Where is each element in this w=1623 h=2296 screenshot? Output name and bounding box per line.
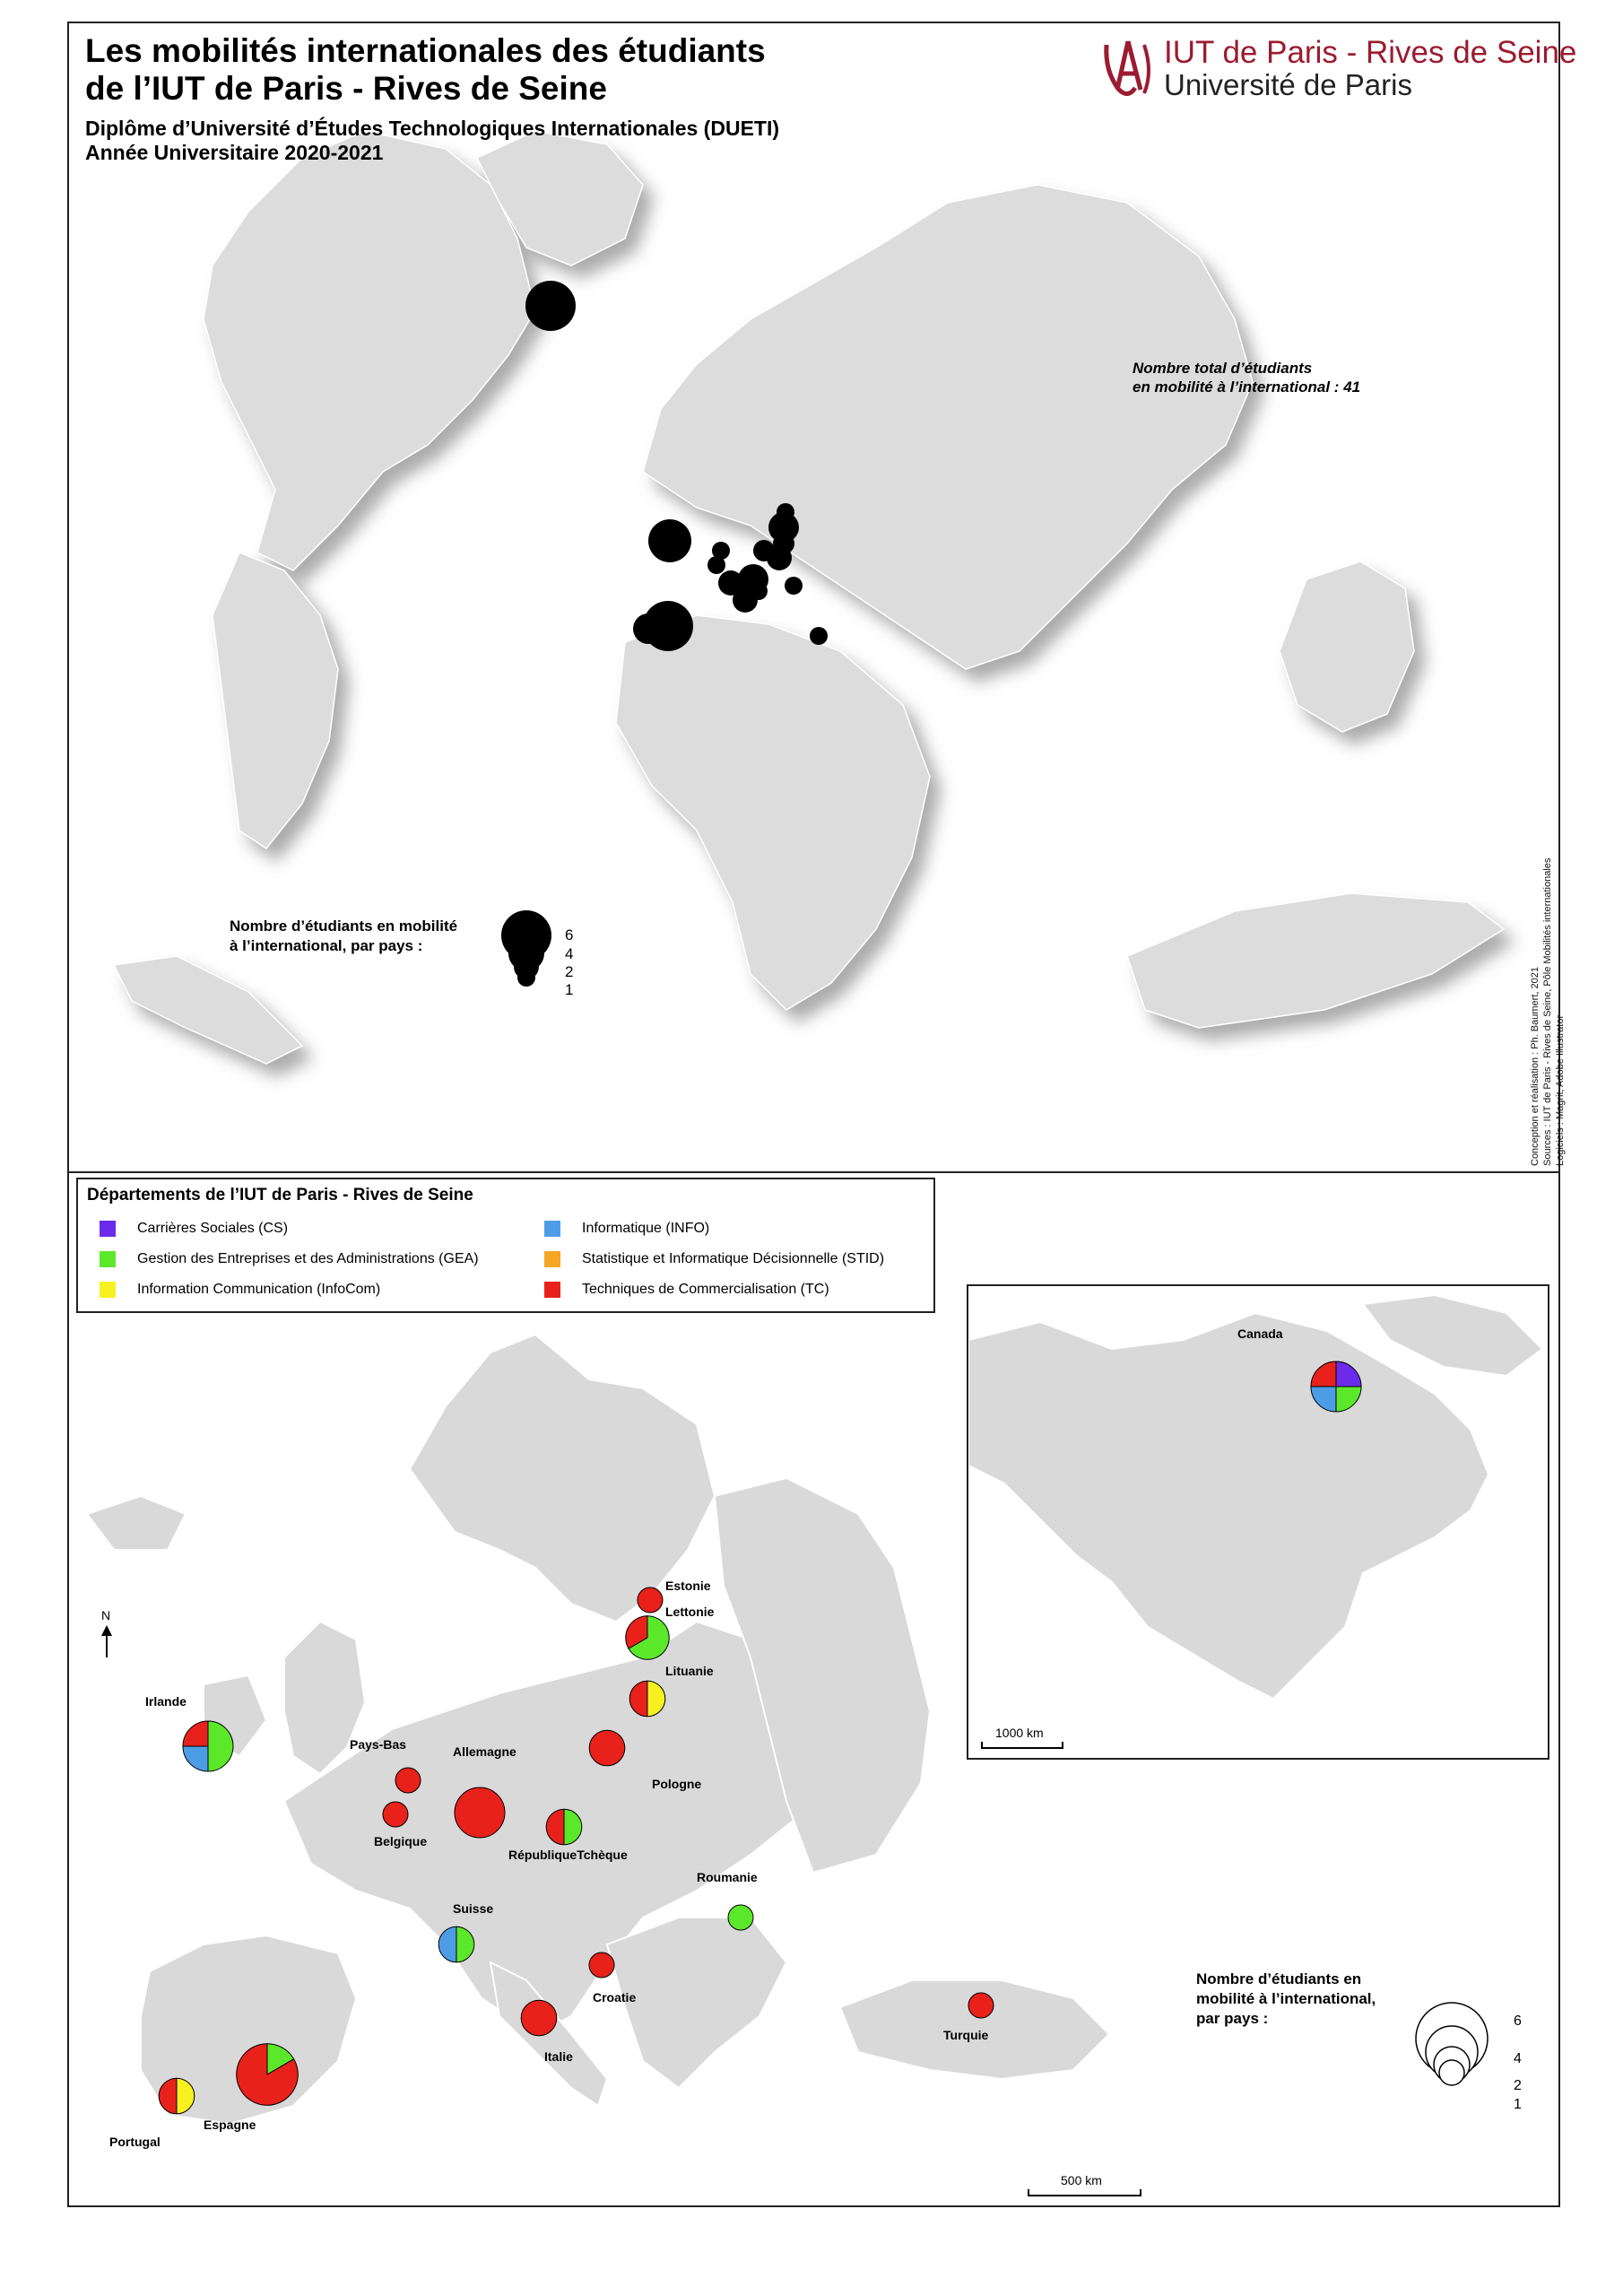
symbol-baltic-ee — [777, 503, 794, 521]
europe-legend-value-6: 6 — [1514, 2013, 1522, 2029]
page-year: Année Universitaire 2020-2021 — [85, 141, 384, 164]
symbol-romania — [785, 577, 803, 595]
world-map-panel — [67, 22, 1560, 1178]
country-label-pays-bas: Pays-Bas — [350, 1737, 407, 1752]
dept-item-infocom — [100, 1282, 380, 1298]
country-label-lituanie: Lituanie — [665, 1664, 714, 1678]
europe-landmass — [87, 1335, 1109, 2124]
page-title-line2: de l’IUT de Paris - Rives de Seine — [85, 70, 607, 107]
logo-university-name: Université de Paris — [1164, 68, 1412, 101]
world-size-legend — [501, 910, 551, 987]
europe-scale-label: 500 km — [1061, 2173, 1102, 2187]
credits-line1: Conception et réalisation : Ph. Baumert, 2021 — [1530, 967, 1541, 1166]
iut-emblem-icon — [1101, 36, 1155, 100]
country-label-italie: Italie — [544, 2049, 573, 2064]
dept-item-gea — [100, 1251, 479, 1267]
dept-label-infocom: Information Communication (InfoCom) — [137, 1282, 381, 1297]
dept-item-tc — [544, 1282, 829, 1298]
country-label-pologne: Pologne — [652, 1777, 702, 1791]
europe-size-legend — [1416, 2003, 1488, 2085]
country-label-republiquetcheque: RépubliqueTchèque — [508, 1848, 628, 1862]
dept-label-info: Informatique (INFO) — [582, 1221, 710, 1236]
symbol-turkey — [810, 627, 828, 645]
europe-legend-value-4: 4 — [1514, 2051, 1522, 2066]
pie-slice-pologne-tc — [589, 1730, 625, 1766]
world-map — [69, 23, 1562, 1180]
world-legend-value-4: 4 — [565, 945, 574, 962]
swatch-gea — [100, 1251, 116, 1267]
departments-title: Départements de l’IUT de Paris - Rives de Seine — [87, 1186, 473, 1205]
dept-label-stid: Statistique et Informatique Décisionnelle (STID) — [582, 1251, 885, 1266]
country-label-roumanie: Roumanie — [697, 1870, 758, 1884]
country-label-portugal: Portugal — [109, 2135, 161, 2149]
inset-landmass — [968, 1295, 1542, 1699]
europe-legend-value-2: 2 — [1514, 2078, 1522, 2093]
country-label-lettonie: Lettonie — [665, 1605, 715, 1619]
symbol-portugal — [633, 613, 664, 644]
logo-iut-name: IUT de Paris - Rives de Seine — [1164, 35, 1577, 70]
swatch-cs — [100, 1221, 116, 1237]
symbol-ireland — [648, 519, 691, 562]
country-label-belgique: Belgique — [374, 1834, 428, 1848]
north-label: N — [101, 1608, 111, 1622]
dept-item-cs — [100, 1221, 288, 1237]
dept-item-info — [544, 1221, 709, 1237]
pie-slice-turquie-tc — [968, 1993, 994, 2018]
pie-slice-roumanie-gea — [728, 1905, 753, 1930]
north-arrow — [101, 1625, 112, 1657]
inset-scale-bar — [982, 1742, 1063, 1748]
dept-label-tc: Techniques de Commercialisation (TC) — [582, 1282, 829, 1297]
country-label-canada: Canada — [1237, 1326, 1283, 1341]
country-label-turquie: Turquie — [943, 2028, 989, 2042]
pie-slice-irlande-info — [183, 1746, 208, 1771]
country-label-suisse: Suisse — [453, 1901, 494, 1916]
country-label-allemagne: Allemagne — [453, 1744, 516, 1759]
world-legend-line2: à l’international, par pays : — [230, 937, 423, 954]
symbol-croatie — [750, 582, 768, 600]
europe-legend-line3: par pays : — [1196, 2010, 1269, 2027]
world-legend-value-2: 2 — [565, 963, 574, 980]
symbol-canada — [525, 281, 576, 331]
map-credits — [1529, 858, 1567, 1166]
country-label-estonie: Estonie — [665, 1578, 711, 1593]
inset-map — [968, 1286, 1549, 1760]
pie-slice-croatie-tc — [589, 1952, 614, 1978]
country-label-croatie: Croatie — [593, 1990, 637, 2005]
pie-slice-pays-bas-tc — [395, 1768, 421, 1793]
country-label-espagne: Espagne — [204, 2118, 256, 2132]
dept-label-gea: Gestion des Entreprises et des Administrations (GEA) — [137, 1251, 479, 1266]
world-legend-value-1: 1 — [565, 981, 574, 998]
europe-legend-line1: Nombre d’étudiants en — [1196, 1970, 1362, 1987]
pie-slice-estonie-tc — [638, 1587, 663, 1613]
swatch-infocom — [100, 1282, 116, 1298]
country-label-irlande: Irlande — [145, 1694, 187, 1709]
credits-line3: Logiciels : Magrit, Adobe Illustrator — [1555, 1014, 1566, 1166]
symbol-baltic-lt — [773, 533, 794, 554]
world-legend-line1: Nombre d’étudiants en mobilité — [230, 918, 458, 935]
total-students-line1: Nombre total d’étudiants — [1133, 360, 1313, 377]
world-legend-value-6: 6 — [565, 926, 574, 944]
symbol-czech — [753, 540, 775, 561]
pie-slice-italie-tc — [521, 2000, 557, 2036]
symbol-belgium — [707, 556, 725, 574]
university-logo — [1101, 36, 1576, 100]
page-title: Les mobilités internationales des étudiants — [85, 32, 766, 69]
north-america-inset — [967, 1284, 1549, 1760]
europe-scale-bar — [1028, 2189, 1141, 2196]
swatch-stid — [544, 1251, 560, 1267]
swatch-info — [544, 1221, 560, 1237]
inset-scale-label: 1000 km — [995, 1726, 1044, 1740]
dept-item-stid — [544, 1251, 884, 1267]
credits-line2: Sources : IUT de Paris - Rives de Seine, Pôle Mobilités internationales — [1542, 857, 1553, 1166]
page-subtitle: Diplôme d’Université d’Études Technologiques Internationales (DUETI) — [85, 117, 780, 140]
pie-slice-belgique-tc — [383, 1802, 408, 1827]
swatch-tc — [544, 1282, 560, 1298]
pie-slice-irlande-tc — [183, 1721, 208, 1746]
pie-slice-allemagne-tc — [455, 1787, 505, 1838]
departments-legend — [76, 1178, 935, 1313]
total-students-line2: en mobilité à l’international : 41 — [1133, 378, 1361, 396]
europe-legend-line2: mobilité à l’international, — [1196, 1990, 1376, 2007]
europe-legend-value-1: 1 — [1514, 2097, 1522, 2112]
dept-label-cs: Carrières Sociales (CS) — [137, 1221, 289, 1236]
